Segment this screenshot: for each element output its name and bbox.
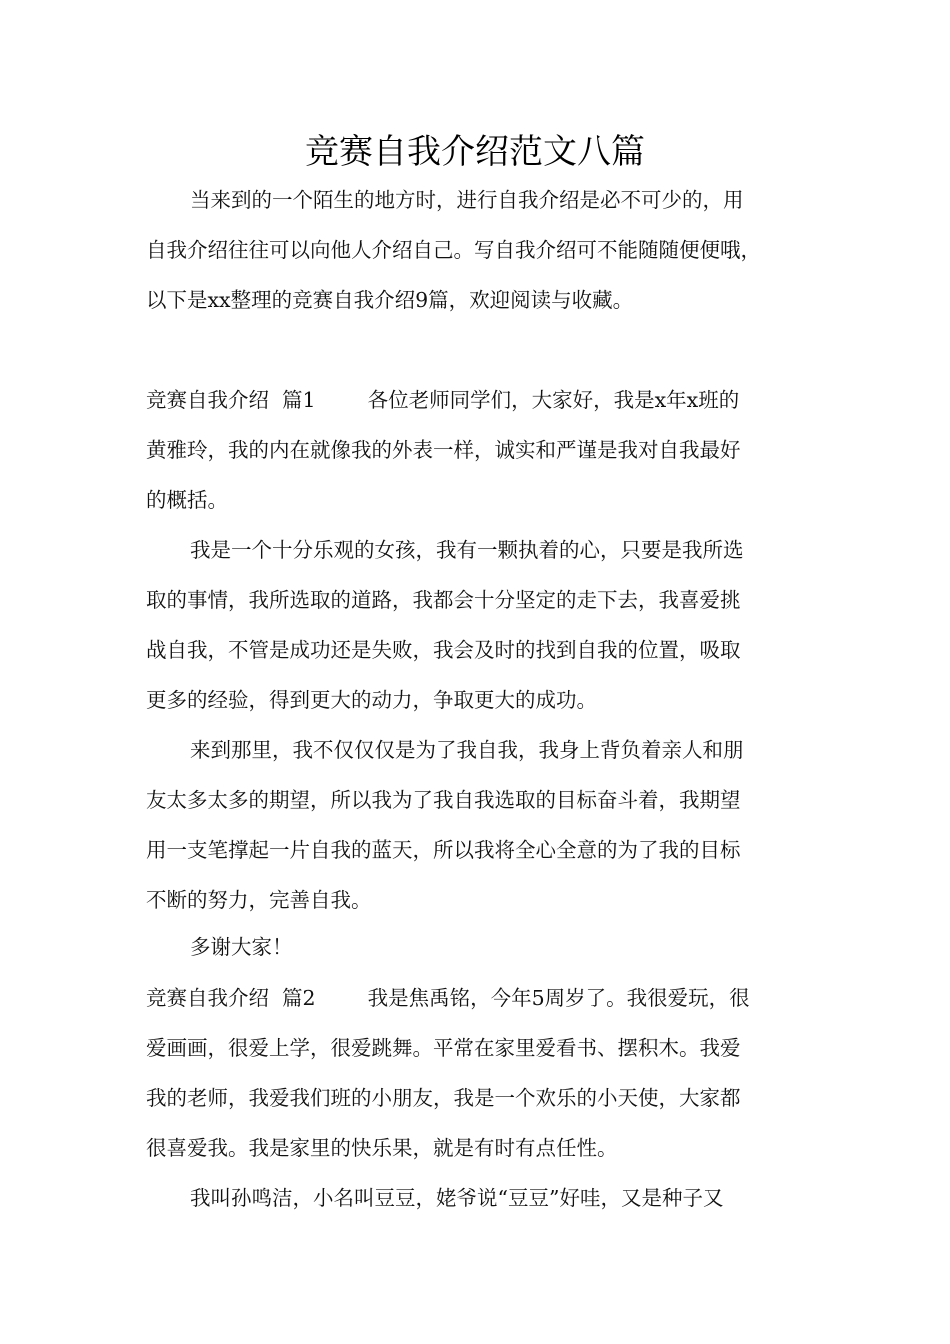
section1-para2-line-2: 取的事情，我所选取的道路，我都会十分坚定的走下去，我喜爱挑	[146, 588, 741, 612]
intro-line-2: 自我介绍往往可以向他人介绍自己。写自我介绍可不能随随便便哦，	[146, 238, 761, 262]
intro-line-3: 以下是xx整理的竞赛自我介绍9篇，欢迎阅读与收藏。	[146, 288, 634, 312]
section2-heading: 竞赛自我介绍 篇2	[146, 986, 316, 1010]
section2-line-4: 很喜爱我。我是家里的快乐果，就是有时有点任性。	[146, 1136, 618, 1160]
section1-para3-line-3: 用一支笔撑起一片自我的蓝天，所以我将全心全意的为了我的目标	[146, 838, 741, 862]
document-title: 竞赛自我介绍范文八篇	[305, 132, 645, 172]
section1-para3-line-2: 友太多太多的期望，所以我为了我自我选取的目标奋斗着，我期望	[146, 788, 741, 812]
section1-para2-line-3: 战自我，不管是成功还是失败，我会及时的找到自我的位置，吸取	[146, 638, 741, 662]
section1-para3-line-4: 不断的努力，完善自我。	[146, 888, 372, 912]
section2-line-3: 我的老师，我爱我们班的小朋友，我是一个欢乐的小天使，大家都	[146, 1086, 741, 1110]
section1-heading: 竞赛自我介绍 篇1	[146, 388, 316, 412]
section1-line-3: 的概括。	[146, 488, 228, 512]
intro-line-1: 当来到的一个陌生的地方时，进行自我介绍是必不可少的，用	[190, 188, 744, 212]
section2-first-text: 我是焦禹铭，今年5周岁了。我很爱玩，很	[367, 986, 750, 1010]
section2-para2-line-1: 我叫孙鸣洁，小名叫豆豆，姥爷说“豆豆”好哇，又是种子又	[190, 1186, 724, 1210]
section1-para2-line-4: 更多的经验，得到更大的动力，争取更大的成功。	[146, 688, 597, 712]
section1-first-line	[146, 385, 739, 415]
section1-closing: 多谢大家！	[190, 935, 293, 959]
section1-line-2: 黄雅玲，我的内在就像我的外表一样，诚实和严谨是我对自我最好	[146, 438, 741, 462]
section1-para2-line-1: 我是一个十分乐观的女孩，我有一颗执着的心，只要是我所选	[190, 538, 744, 562]
section1-first-text: 各位老师同学们，大家好，我是x年x班的	[367, 388, 740, 412]
section2-line-2: 爱画画，很爱上学，很爱跳舞。平常在家里爱看书、摆积木。我爱	[146, 1036, 741, 1060]
section1-para3-line-1: 来到那里，我不仅仅仅是为了我自我，我身上背负着亲人和朋	[190, 738, 744, 762]
section2-first-line	[146, 983, 750, 1013]
